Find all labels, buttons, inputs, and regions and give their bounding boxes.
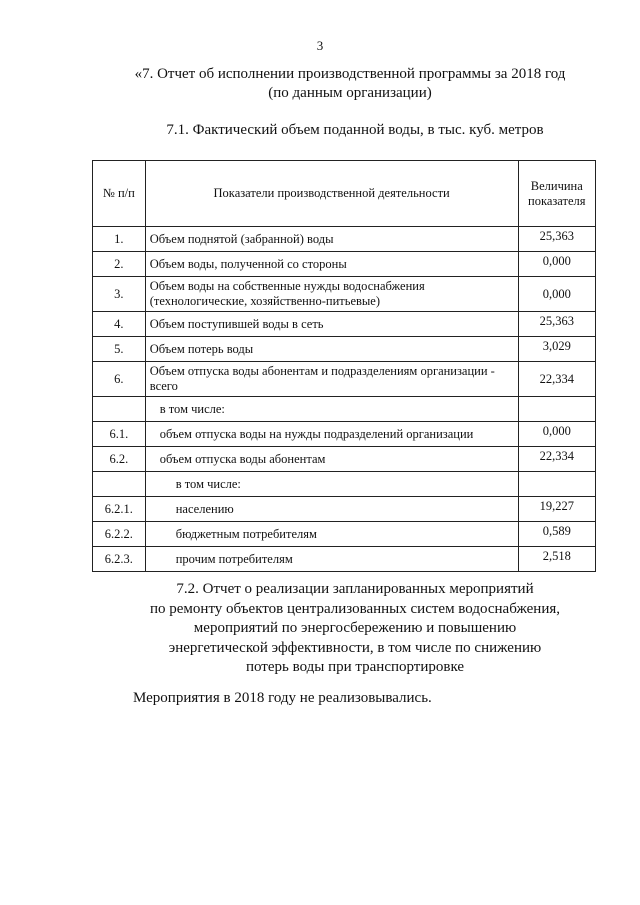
row-number: 6.2.1. <box>93 497 146 522</box>
row-number: 2. <box>93 252 146 277</box>
row-number <box>93 472 146 497</box>
header-number: № п/п <box>93 161 146 227</box>
table-row <box>93 422 596 447</box>
table-row <box>93 447 596 472</box>
table-row <box>93 472 596 497</box>
row-value: 22,334 <box>518 362 595 397</box>
section-7-2-line-3: мероприятий по энергосбережению и повышению <box>193 620 517 636</box>
header-indicators: Показатели производственной деятельности <box>145 161 518 227</box>
row-number: 6.1. <box>93 422 146 447</box>
row-number: 4. <box>93 312 146 337</box>
table-row <box>93 362 596 397</box>
table-row <box>93 312 596 337</box>
row-value <box>518 472 595 497</box>
report-title-line-2: (по данным организации) <box>268 85 432 101</box>
row-value: 0,000 <box>518 422 595 447</box>
row-label: Объем отпуска воды абонентам и подразделениям организации - всего <box>145 362 518 397</box>
table-row <box>93 277 596 312</box>
table-row <box>93 252 596 277</box>
section-7-2-line-5: потерь воды при транспортировке <box>245 659 465 675</box>
table-row <box>93 522 596 547</box>
row-label: Объем потерь воды <box>145 337 518 362</box>
report-title <box>90 65 610 103</box>
row-value: 0,000 <box>518 252 595 277</box>
row-label: Объем поднятой (забранной) воды <box>145 227 518 252</box>
row-label: в том числе: <box>145 472 518 497</box>
row-value: 0,000 <box>518 277 595 312</box>
row-label: Объем воды, полученной со стороны <box>145 252 518 277</box>
page-number: 3 <box>316 38 324 53</box>
table-row <box>93 337 596 362</box>
row-label: в том числе: <box>145 397 518 422</box>
row-label: объем отпуска воды абонентам <box>145 447 518 472</box>
report-title-line-1: «7. Отчет об исполнении производственной программы за 2018 год <box>134 66 566 82</box>
row-number: 5. <box>93 337 146 362</box>
section-7-1-title: 7.1. Фактический объем поданной воды, в тыс. куб. метров <box>166 122 544 138</box>
row-number: 6.2.3. <box>93 547 146 572</box>
section-7-2-title <box>100 580 610 678</box>
row-value: 22,334 <box>518 447 595 472</box>
table-row <box>93 497 596 522</box>
row-label: прочим потребителям <box>145 547 518 572</box>
section-7-2-line-2: по ремонту объектов централизованных систем водоснабжения, <box>149 600 560 617</box>
table-row <box>93 547 596 572</box>
row-number: 6. <box>93 362 146 397</box>
table-row <box>93 397 596 422</box>
row-label: населению <box>145 497 518 522</box>
row-value: 25,363 <box>518 227 595 252</box>
row-label: бюджетным потребителям <box>145 522 518 547</box>
row-number: 6.2. <box>93 447 146 472</box>
conclusion-text: Мероприятия в 2018 году не реализовывались. <box>133 690 432 706</box>
row-value: 2,518 <box>518 547 595 572</box>
row-number <box>93 397 146 422</box>
section-7-2-line-4: энергетической эффективности, в том числе по снижению <box>168 639 542 656</box>
row-value: 0,589 <box>518 522 595 547</box>
row-number: 1. <box>93 227 146 252</box>
row-value <box>518 397 595 422</box>
row-label: Объем воды на собственные нужды водоснабжения (технологические, хозяйственно-питьевые) <box>145 277 518 312</box>
row-label: объем отпуска воды на нужды подразделений организации <box>145 422 518 447</box>
row-number: 6.2.2. <box>93 522 146 547</box>
row-number: 3. <box>93 277 146 312</box>
indicators-table <box>92 160 596 572</box>
table-row <box>93 227 596 252</box>
row-value: 19,227 <box>518 497 595 522</box>
header-value: Величина показателя <box>518 161 595 227</box>
row-value: 3,029 <box>518 337 595 362</box>
table-header-row <box>93 161 596 227</box>
row-label: Объем поступившей воды в сеть <box>145 312 518 337</box>
row-value: 25,363 <box>518 312 595 337</box>
section-7-2-line-1: 7.2. Отчет о реализации запланированных мероприятий <box>176 581 534 597</box>
